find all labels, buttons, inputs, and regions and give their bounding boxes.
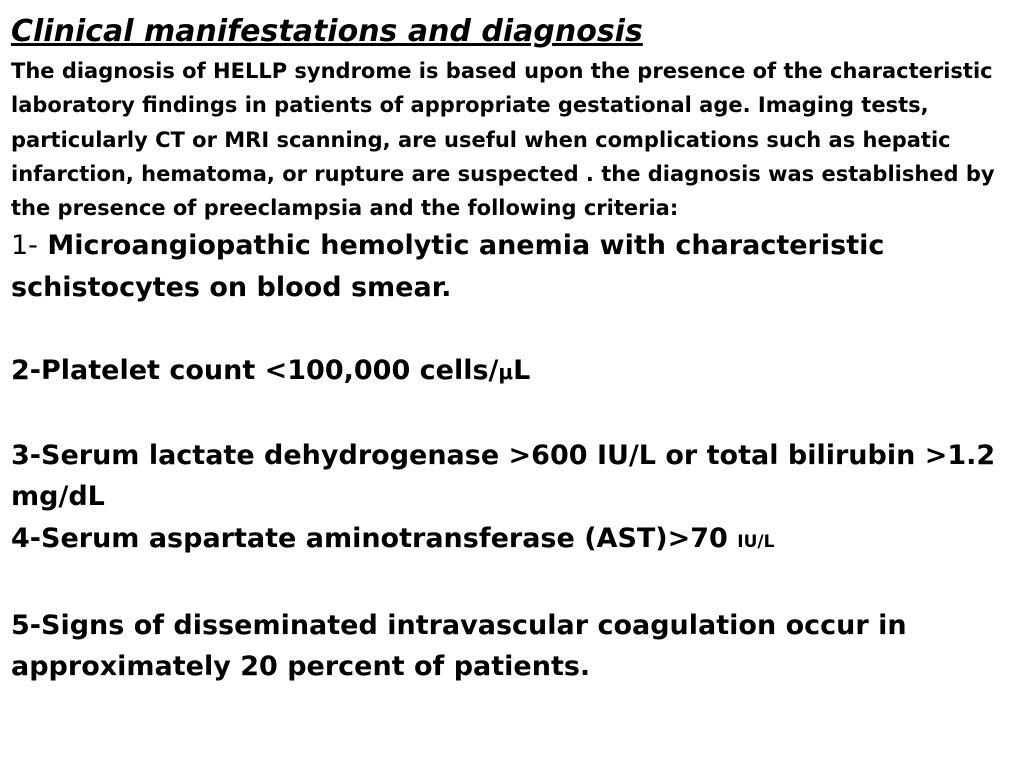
criterion-2 (11, 350, 1011, 394)
slide-title: Clinical manifestations and diagnosis (11, 14, 643, 49)
slide-content (11, 10, 1011, 688)
criterion-1-text: Microangiopathic hemolytic anemia with characteristic schistocytes on blood smear. (11, 230, 885, 303)
criterion-3: 3-Serum lactate dehydrogenase >600 IU/L or total bilirubin >1.2 mg/dL (11, 439, 996, 513)
criterion-1-number: 1- (11, 230, 38, 262)
spacer (11, 308, 1011, 350)
criterion-1 (11, 225, 1011, 308)
criterion-2-unit-l: L (513, 354, 531, 386)
criteria-list (11, 225, 1011, 688)
criterion-5: 5-Signs of disseminated intravascular coagulation occur in approximately 20 percent of patients. (11, 609, 907, 683)
criterion-4-unit: IU/L (737, 531, 775, 552)
spacer (11, 393, 1011, 435)
criterion-2-text: 2-Platelet count <100,000 cells/ (11, 354, 499, 386)
criterion-2-unit-mu: μ (498, 359, 514, 384)
spacer (11, 563, 1011, 605)
intro-paragraph: The diagnosis of HELLP syndrome is based upon the presence of the characteristic laboratory findings in patients of appropriate gestational age. Imaging tests, particularly CT or MRI scanning, are useful when complications such as hepatic infarction, hematoma, or rupture are suspected . the diagnosis was established by the presence of preeclampsia and the following criteria: (11, 59, 995, 221)
criterion-4 (11, 518, 1011, 564)
criterion-4-text: 4-Serum aspartate aminotransferase (AST)>70 (11, 522, 738, 554)
